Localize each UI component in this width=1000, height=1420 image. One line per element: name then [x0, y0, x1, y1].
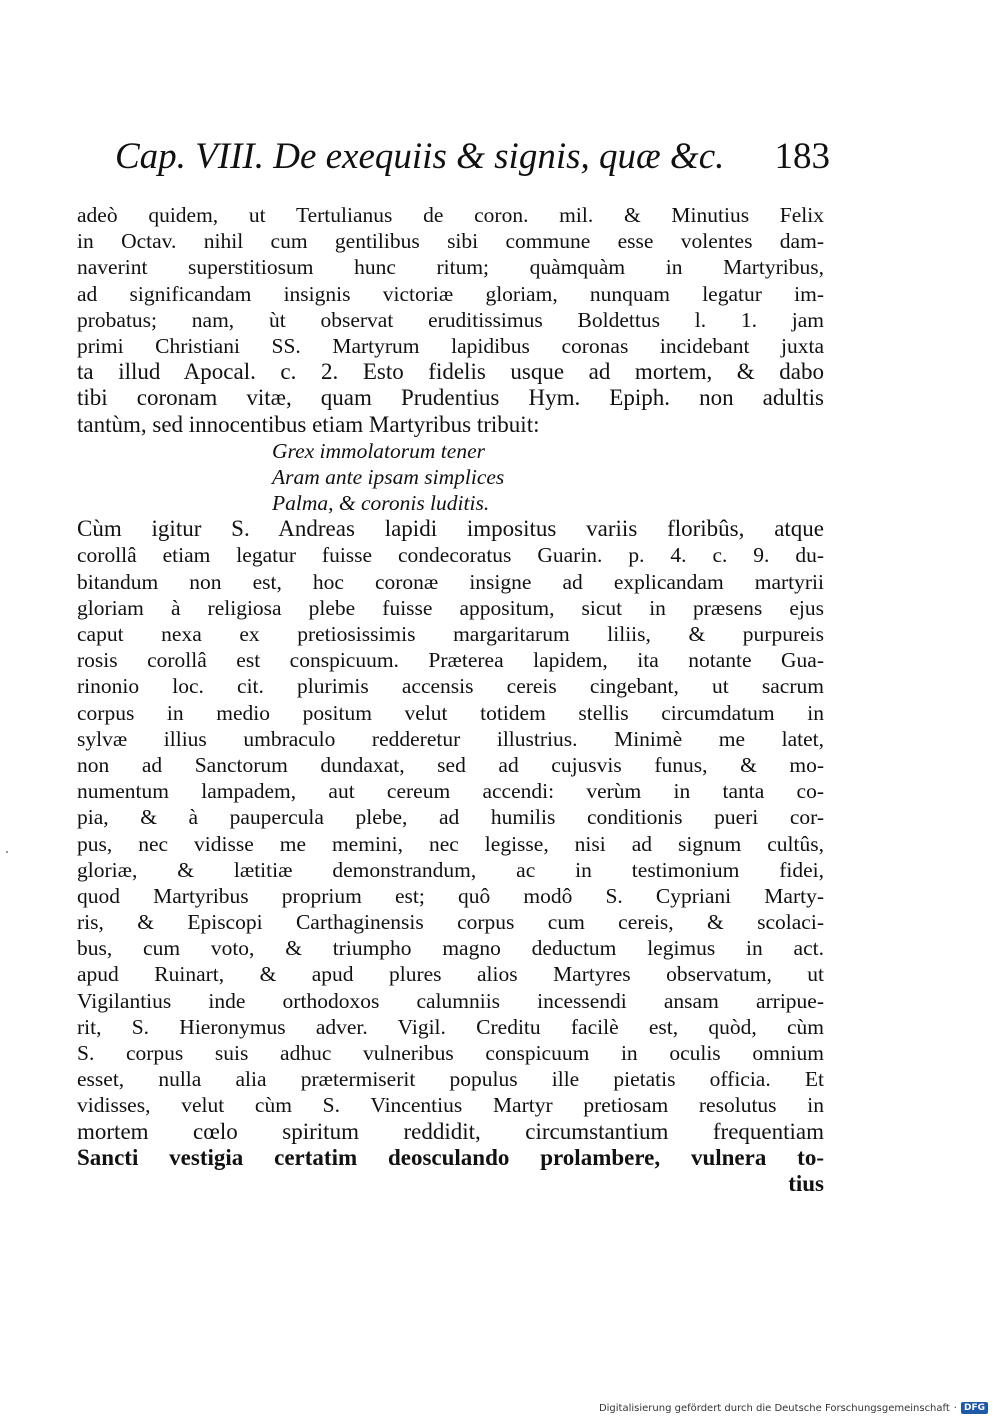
page-body: [77, 202, 824, 1197]
body-line: bitandum non est, hoc coronæ insigne ad explicandam martyrii: [77, 569, 824, 594]
body-line: Cùm igitur S. Andreas lapidi impositus variis floribûs, atque: [77, 516, 824, 542]
body-line: primi Christiani SS. Martyrum lapidibus coronas incidebant juxta: [77, 333, 824, 358]
credit-text: Digitalisierung gefördert durch die Deutsche Forschungsgemeinschaft: [598, 1402, 950, 1414]
body-line: probatus; nam, ùt observat eruditissimus Boldettus l. 1. jam: [77, 307, 824, 332]
body-line: vidisses, velut cùm S. Vincentius Martyr pretiosam resolutus in: [77, 1093, 824, 1118]
body-line: rosis corollâ est conspicuum. Præterea lapidem, ita notante Gua-: [77, 648, 824, 673]
body-line: ad significandam insignis victoriæ gloriam, nunquam legatur im-: [77, 281, 824, 306]
body-line: pia, & à paupercula plebe, ad humilis conditionis pueri cor-: [77, 805, 824, 830]
body-line: tantùm, sed innocentibus etiam Martyribus tribuit:: [77, 411, 540, 437]
body-line: non ad Sanctorum dundaxat, sed ad cujusvis funus, & mo-: [77, 752, 824, 777]
body-line: mortem cœlo spiritum reddidit, circumstantium frequentiam: [77, 1118, 824, 1144]
body-line: apud Ruinart, & apud plures alios Martyres observatum, ut: [77, 962, 824, 987]
body-line: esset, nulla alia prætermiserit populus ille pietatis officia. Et: [77, 1067, 824, 1092]
body-line: rit, S. Hieronymus adver. Vigil. Creditu facilè est, quòd, cùm: [77, 1014, 824, 1039]
body-line: rinonio loc. cit. plurimis accensis cereis cingebant, ut sacrum: [77, 674, 824, 699]
margin-mark: [6, 851, 8, 853]
body-line: pus, nec vidisse me memini, nec legisse, nisi ad signum cultûs,: [77, 831, 824, 856]
body-line: caput nexa ex pretiosissimis margaritarum liliis, & purpureis: [77, 622, 824, 646]
body-line: numentum lampadem, aut cereum accendi: verùm in tanta co-: [77, 779, 824, 804]
body-line: in Octav. nihil cum gentilibus sibi commune esse volentes dam-: [77, 229, 824, 254]
running-header: [115, 132, 830, 182]
body-line: Sancti vestigia certatim deosculando prolambere, vulnera to-: [77, 1144, 824, 1170]
digitization-credit: Digitalisierung gefördert durch die Deutsche Forschungsgemeinschaft · DFG: [599, 1402, 988, 1414]
verse-line: Aram ante ipsam simplices: [272, 464, 505, 489]
body-line: S. corpus suis adhuc vulneribus conspicuum in oculis omnium: [77, 1041, 824, 1065]
body-line: tibi coronam vitæ, quam Prudentius Hym. Epiph. non adultis: [77, 385, 824, 411]
body-line: corollâ etiam legatur fuisse condecoratus Guarin. p. 4. c. 9. du-: [77, 543, 824, 568]
body-line: adeò quidem, ut Tertulianus de coron. mil. & Minutius Felix: [77, 203, 824, 227]
body-line: naverint superstitiosum hunc ritum; quàmquàm in Martyribus,: [77, 255, 824, 280]
verse-line: Palma, & coronis luditis.: [272, 491, 490, 516]
body-line: ris, & Episcopi Carthaginensis corpus cum cereis, & scolaci-: [77, 910, 824, 935]
body-line: gloriam à religiosa plebe fuisse appositum, sicut in præsens ejus: [77, 595, 824, 620]
body-line: corpus in medio positum velut totidem stellis circumdatum in: [77, 700, 824, 725]
catchword: tius: [788, 1170, 824, 1196]
body-line: Vigilantius inde orthodoxos calumniis incessendi ansam arripue-: [77, 988, 824, 1013]
verse-line: Grex immolatorum tener: [272, 438, 485, 463]
body-line: gloriæ, & lætitiæ demonstrandum, ac in testimonium fidei,: [77, 857, 824, 882]
body-line: sylvæ illius umbraculo redderetur illustrius. Minimè me latet,: [77, 726, 824, 751]
dfg-logo: DFG: [961, 1402, 988, 1414]
body-line: bus, cum voto, & triumpho magno deductum legimus in act.: [77, 936, 824, 961]
running-title: Cap. VIII. De exequiis & signis, quæ &c.: [115, 136, 725, 177]
body-line: ta illud Apocal. c. 2. Esto fidelis usque ad mortem, & dabo: [77, 359, 824, 385]
body-line: quod Martyribus proprium est; quô modô S. Cypriani Marty-: [77, 883, 824, 908]
page-number: 183: [774, 136, 830, 177]
